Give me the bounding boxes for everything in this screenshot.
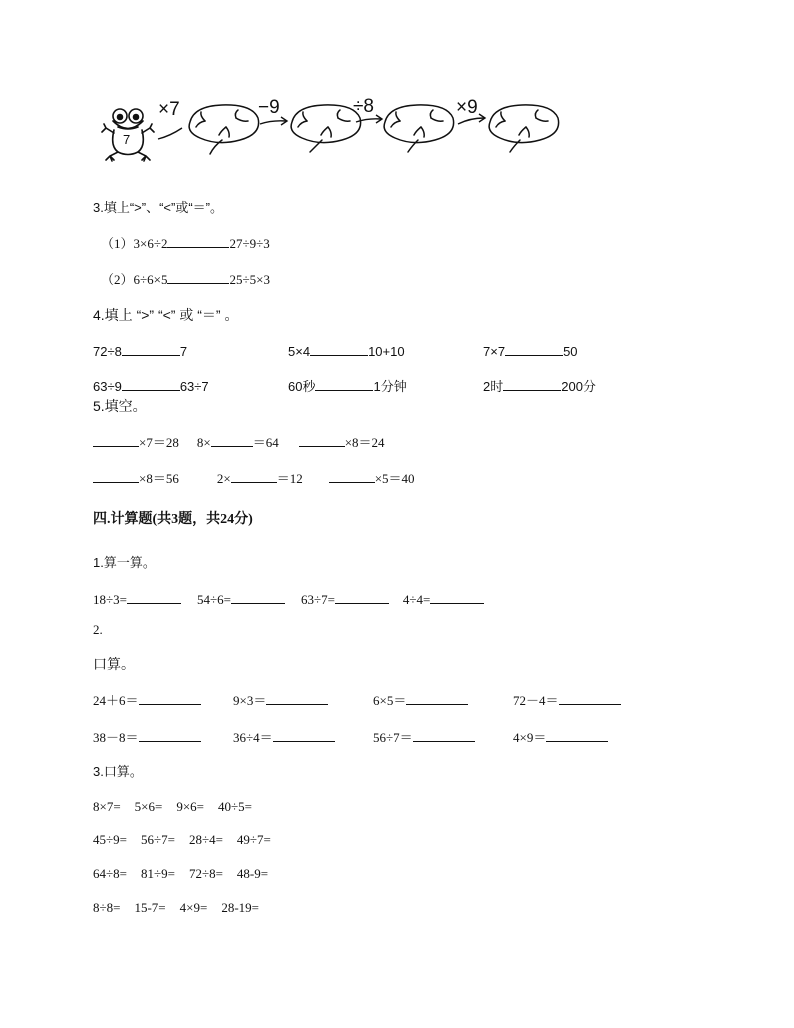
q3-item-2-blank[interactable] bbox=[167, 271, 229, 284]
q3-item-1 bbox=[101, 235, 270, 252]
calc2-r1-blank-3[interactable] bbox=[406, 692, 468, 705]
q5-r1-blank-1[interactable] bbox=[93, 434, 139, 447]
q4-r2-c1: 63÷9 63÷7 bbox=[93, 379, 209, 394]
q4-r1-c3: 7×7 50 bbox=[483, 344, 578, 359]
q4-r1-c2-blank[interactable] bbox=[310, 343, 368, 356]
chain-op-1: ×7 bbox=[158, 99, 180, 120]
q4-r2-c2-blank[interactable] bbox=[315, 378, 373, 391]
section-4-title: 四.计算题(共3题，共24分) bbox=[93, 512, 253, 527]
calc2-r2-blank-4[interactable] bbox=[546, 729, 608, 742]
q5-r2-blank-2[interactable] bbox=[231, 470, 277, 483]
calc2-r2-c4: 4×9＝ bbox=[513, 729, 608, 746]
lily-pad-4 bbox=[489, 105, 559, 152]
q3-item-1-blank[interactable] bbox=[167, 235, 229, 248]
calc2-r2-blank-2[interactable] bbox=[273, 729, 335, 742]
q5-r2-blank-1[interactable] bbox=[93, 470, 139, 483]
calc2-r1-blank-1[interactable] bbox=[139, 692, 201, 705]
calc2-r1-blank-2[interactable] bbox=[266, 692, 328, 705]
lily-pad-3 bbox=[384, 105, 454, 152]
calc2-r2-c1: 38－8＝ bbox=[93, 729, 201, 746]
chain-op-3: ÷8 bbox=[353, 96, 374, 117]
q5-r1-blank-2[interactable] bbox=[211, 434, 253, 447]
calc3-title: 3.口算。 bbox=[93, 764, 143, 779]
q4-r2-c3-blank[interactable] bbox=[503, 378, 561, 391]
calc2-r1-c4: 72－4＝ bbox=[513, 692, 621, 709]
q3-item-2-right: 25÷5×3 bbox=[229, 272, 270, 287]
q5-row-1: ×7＝28 8× ＝64 ×8＝24 bbox=[93, 434, 385, 451]
q3-item-1-num: （1） bbox=[101, 236, 134, 251]
q3-title: 3.填上“>”、“<”或“＝”。 bbox=[93, 200, 224, 215]
calc1-blank-2[interactable] bbox=[231, 591, 285, 604]
calc2-r1-c3: 6×5＝ bbox=[373, 692, 468, 709]
q4-r1-c3-blank[interactable] bbox=[505, 343, 563, 356]
connector-line-0 bbox=[158, 128, 182, 139]
q3-item-1-right: 27÷9÷3 bbox=[229, 236, 270, 251]
calc2-title: 口算。 bbox=[93, 656, 135, 672]
arrow-1 bbox=[260, 117, 287, 125]
q5-r2-blank-3[interactable] bbox=[329, 470, 375, 483]
calc2-r2-blank-1[interactable] bbox=[139, 729, 201, 742]
q4-r2-c2: 60秒 1分钟 bbox=[288, 379, 407, 394]
calc1-blank-4[interactable] bbox=[430, 591, 484, 604]
q3-item-2-left: 6÷6×5 bbox=[133, 272, 168, 287]
calc1-title: 1.算一算。 bbox=[93, 555, 156, 570]
calc2-r2-c2: 36÷4＝ bbox=[233, 729, 335, 746]
q4-r1-c1: 72÷8 7 bbox=[93, 344, 188, 359]
calc2-r1-c1: 24＋6＝ bbox=[93, 692, 201, 709]
q4-r2-c1-blank[interactable] bbox=[122, 378, 180, 391]
q3-item-2-num: （2） bbox=[101, 272, 134, 287]
q5-title: 5.填空。 bbox=[93, 398, 147, 414]
calc1-row: 18÷3= 54÷6= 63÷7= 4÷4= bbox=[93, 591, 484, 608]
chain-op-4: ×9 bbox=[456, 97, 478, 118]
q5-row-2: ×8＝56 2× ＝12 ×5＝40 bbox=[93, 470, 415, 487]
frog-start-number: 7 bbox=[123, 132, 131, 147]
q4-r2-c3: 2时 200分 bbox=[483, 379, 596, 394]
calc3-row-2: 45÷9= 56÷7= 28÷4= 49÷7= bbox=[93, 832, 271, 847]
q4-r1-c2: 5×4 10+10 bbox=[288, 344, 405, 359]
calc3-row-3: 64÷8= 81÷9= 72÷8= 48-9= bbox=[93, 866, 269, 881]
q5-r1-blank-3[interactable] bbox=[299, 434, 345, 447]
calc2-r1-c2: 9×3＝ bbox=[233, 692, 328, 709]
calc2-r1-blank-4[interactable] bbox=[559, 692, 621, 705]
q3-item-2 bbox=[101, 271, 270, 288]
q4-r1-c1-blank[interactable] bbox=[122, 343, 180, 356]
q3-item-1-left: 3×6÷2 bbox=[133, 236, 168, 251]
lily-pad-1 bbox=[189, 105, 259, 154]
calc3-row-1: 8×7= 5×6= 9×6= 40÷5= bbox=[93, 799, 252, 814]
calc1-blank-3[interactable] bbox=[335, 591, 389, 604]
calc3-row-4: 8÷8= 15-7= 4×9= 28-19= bbox=[93, 900, 259, 915]
lily-pad-2 bbox=[291, 105, 361, 152]
calc2-r2-blank-3[interactable] bbox=[413, 729, 475, 742]
q4-title: 4.填上 “>” “<” 或 “＝” 。 bbox=[93, 307, 239, 323]
calc1-blank-1[interactable] bbox=[127, 591, 181, 604]
calc2-r2-c3: 56÷7＝ bbox=[373, 729, 475, 746]
chain-op-2: −9 bbox=[258, 97, 280, 118]
calc2-number: 2. bbox=[93, 622, 103, 637]
